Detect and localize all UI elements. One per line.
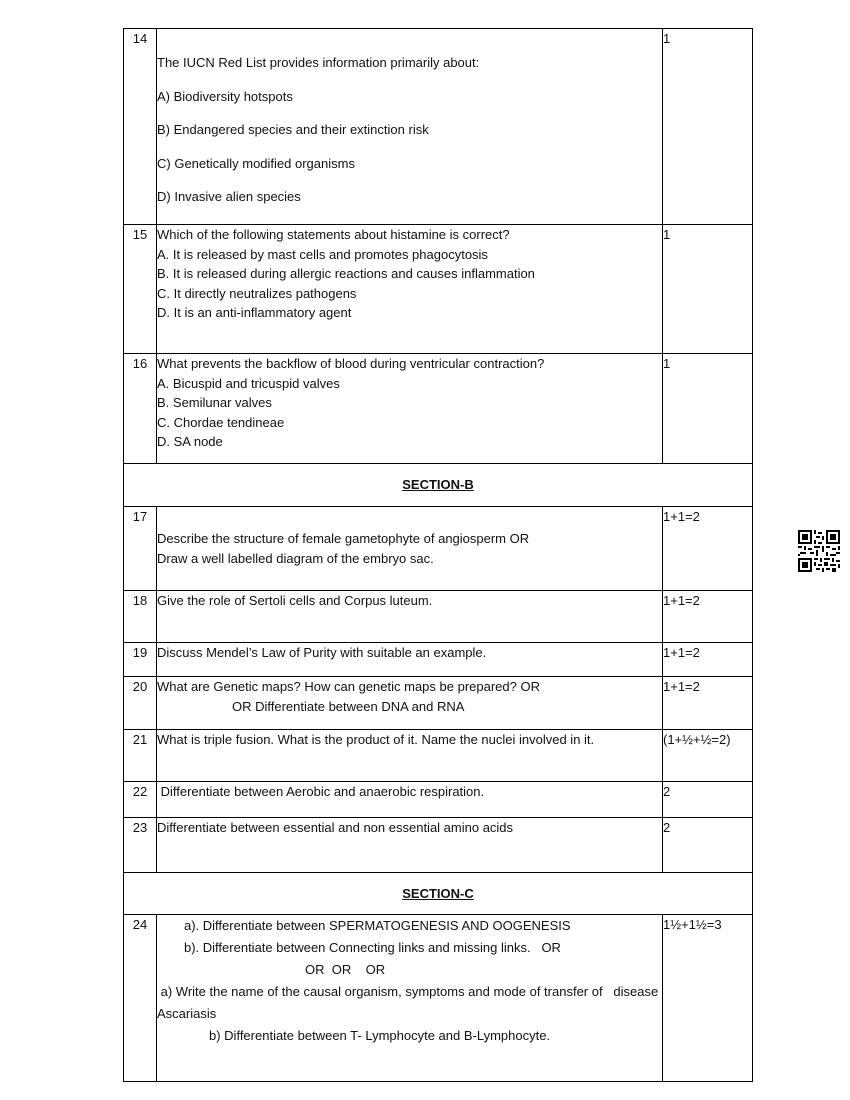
option-b: B. Semilunar valves: [157, 395, 272, 410]
question-text: [157, 225, 663, 354]
question-line: b). Differentiate between Connecting links and missing links. OR: [184, 940, 561, 955]
question-marks: 1: [663, 225, 753, 354]
question-number: 21: [124, 730, 157, 782]
section-title: SECTION-C: [124, 873, 753, 915]
question-marks: 1: [663, 354, 753, 464]
question-marks: (1+½+½=2): [663, 730, 753, 782]
question-number: 22: [124, 782, 157, 818]
question-marks: 1: [663, 29, 753, 225]
section-b-header-row: [124, 464, 753, 507]
question-line: What are Genetic maps? How can genetic maps be prepared? OR: [157, 679, 540, 694]
option-b: B) Endangered species and their extinction risk: [157, 122, 429, 137]
question-row-21: [124, 730, 753, 782]
question-number: 17: [124, 507, 157, 591]
option-a: A) Biodiversity hotspots: [157, 88, 293, 104]
question-number: 23: [124, 818, 157, 873]
question-line: Draw a well labelled diagram of the embryo sac.: [157, 550, 434, 566]
question-line: OR Differentiate between DNA and RNA: [232, 698, 465, 714]
option-b: B. It is released during allergic reactions and causes inflammation: [157, 266, 535, 281]
question-line: OR OR OR: [305, 962, 386, 977]
question-text: [157, 591, 663, 643]
question-marks: 1½+1½=3: [663, 915, 753, 1082]
question-marks: 2: [663, 782, 753, 818]
question-number: 16: [124, 354, 157, 464]
question-number: 20: [124, 677, 157, 730]
option-d: D. SA node: [157, 434, 223, 449]
option-c: C) Genetically modified organisms: [157, 155, 355, 171]
question-paper-page: [123, 28, 751, 1082]
question-row-15: [124, 225, 753, 354]
question-row-14: [124, 29, 753, 225]
question-text: [157, 782, 663, 818]
question-stem: What prevents the backflow of blood during ventricular contraction?: [157, 356, 545, 371]
question-number: 15: [124, 225, 157, 354]
question-line: What is triple fusion. What is the product of it. Name the nuclei involved in it.: [157, 732, 595, 747]
question-row-17: [124, 507, 753, 591]
question-text: [157, 507, 663, 591]
question-marks: 1+1=2: [663, 677, 753, 730]
question-line: Discuss Mendel’s Law of Purity with suitable an example.: [157, 645, 487, 660]
option-a: A. Bicuspid and tricuspid valves: [157, 375, 340, 391]
section-title: SECTION-B: [124, 464, 753, 507]
question-number: 24: [124, 915, 157, 1082]
question-line: Describe the structure of female gametophyte of angiosperm OR: [157, 531, 530, 546]
question-text: [157, 677, 663, 730]
question-stem: Which of the following statements about histamine is correct?: [157, 227, 510, 242]
question-row-18: [124, 591, 753, 643]
question-text: [157, 818, 663, 873]
question-text: [157, 643, 663, 677]
question-number: 19: [124, 643, 157, 677]
question-row-23: [124, 818, 753, 873]
question-line: Give the role of Sertoli cells and Corpus luteum.: [157, 593, 433, 608]
question-line: a). Differentiate between SPERMATOGENESIS AND OOGENESIS: [184, 918, 571, 933]
question-stem: The IUCN Red List provides information primarily about:: [157, 55, 480, 70]
question-line: b) Differentiate between T- Lymphocyte and B-Lymphocyte.: [209, 1028, 551, 1043]
question-text: [157, 354, 663, 464]
qr-code-icon: [798, 530, 840, 572]
question-marks: 1+1=2: [663, 591, 753, 643]
section-c-header-row: [124, 873, 753, 915]
question-row-24: [124, 915, 753, 1082]
option-d: D. It is an anti-inflammatory agent: [157, 305, 352, 320]
question-line: Differentiate between Aerobic and anaerobic respiration.: [157, 784, 485, 799]
option-c: C. Chordae tendineae: [157, 414, 285, 430]
question-text: [157, 29, 663, 225]
question-row-19: [124, 643, 753, 677]
question-number: 14: [124, 29, 157, 225]
option-c: C. It directly neutralizes pathogens: [157, 285, 357, 301]
option-d: D) Invasive alien species: [157, 189, 301, 204]
option-a: A. It is released by mast cells and promotes phagocytosis: [157, 246, 488, 262]
question-row-20: [124, 677, 753, 730]
question-marks: 2: [663, 818, 753, 873]
question-number: 18: [124, 591, 157, 643]
question-marks: 1+1=2: [663, 643, 753, 677]
question-line: a) Write the name of the causal organism, symptoms and mode of transfer of disease Ascariasis: [157, 984, 662, 1021]
question-line: Differentiate between essential and non essential amino acids: [157, 820, 514, 835]
question-text: [157, 730, 663, 782]
question-marks: 1+1=2: [663, 507, 753, 591]
question-table: [123, 28, 753, 1082]
question-row-16: [124, 354, 753, 464]
question-row-22: [124, 782, 753, 818]
question-text: [157, 915, 663, 1082]
